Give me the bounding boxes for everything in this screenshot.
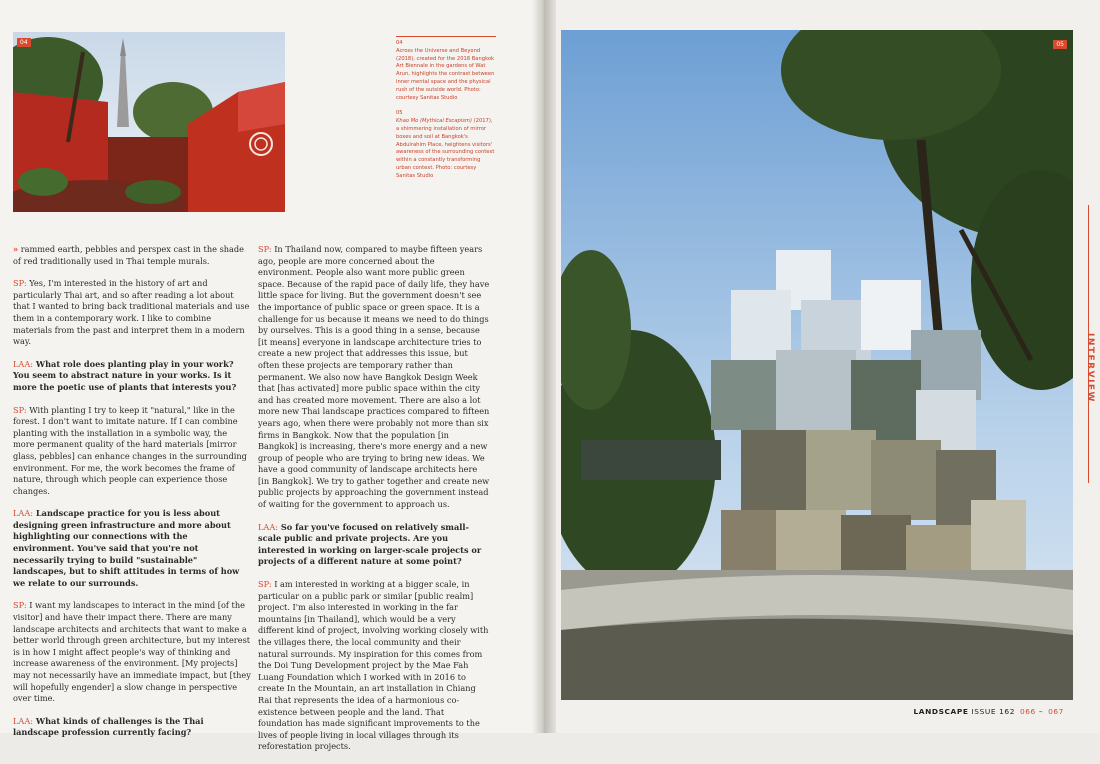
speaker-label: LAA: [258, 521, 279, 532]
question-paragraph [13, 716, 251, 739]
question-paragraph [13, 359, 251, 394]
caption-text: (2017), a shimmering installation of mirror boxes and soil at Bangkok's Abdulrahim Place, heightens visitors' awareness of the surrounding context within a constantly transforming urban context. Photo: courtesy Sanitas Studio [396, 118, 495, 179]
speaker-label: SP: [13, 404, 27, 415]
paragraph-text: rammed earth, pebbles and perspex cast in the shade of red traditionally used in Thai temple murals. [13, 244, 245, 266]
photo-number-05: 05 [1053, 40, 1067, 49]
question-text: What role does planting play in your work? You seem to abstract nature in your works. Is it more the poetic use of plants that interests you? [13, 358, 237, 392]
caption-05 [396, 110, 496, 180]
caption-title: Khao Mo (Mythical Escapism) [396, 118, 472, 125]
speaker-label: LAA: [13, 508, 34, 519]
question-text: So far you've focused on relatively small-scale public and private projects. Are you interested in working on larger-scale projects or projects of a different nature at some point? [258, 521, 482, 567]
footer-separator: – [1038, 707, 1044, 716]
caption-number: 05 [396, 110, 403, 117]
section-tab-label: INTERVIEW [1085, 333, 1095, 403]
answer-paragraph [258, 244, 490, 511]
mirror-installation-illustration [561, 30, 1073, 700]
question-text: What kinds of challenges is the Thai landscape profession currently facing? [13, 715, 204, 738]
footer-page-end: 067 [1048, 707, 1064, 716]
photo-art-installation-red-pavilion [13, 32, 285, 212]
text-column-1 [13, 244, 251, 750]
photo-captions [396, 36, 496, 189]
speaker-label: SP: [258, 579, 272, 590]
text-column-2 [258, 244, 490, 764]
caption-04 [396, 40, 496, 102]
section-tab [1084, 328, 1096, 408]
speaker-label: LAA: [13, 358, 34, 369]
speaker-label: SP: [13, 278, 27, 289]
speaker-label: SP: [258, 244, 272, 254]
speaker-label: LAA: [13, 715, 34, 726]
page-footer [913, 707, 1064, 716]
answer-paragraph [13, 278, 251, 348]
caption-rule [396, 36, 496, 37]
answer-text: In Thailand now, compared to maybe fifteen years ago, people are more concerned about the environment. People also want more public green space. Because of the rapid pace of daily life, they have little space for living. But the government doesn't see the importance of public space or green space. It is a challenge for us because it means we need to do things by ourselves. This is a good thing in a sense, because [it means] everyone in landscape architecture tries to create a new project that addresses this issue, but often these projects are temporary rather than permanent. We also now have Bangkok Design Week that [has activated] more public space within the city and has created more movement. There are also a lot more new Thai landscape practices compared to fifteen years ago, when there were probably not more than six firms in Bangkok. Now that the population [in Bangkok] is increasing, there's more energy and a new group of people who are trying to bring new ideas. We have a good community of landscape architects here [in Bangkok]. We try to gather together and create new public projects by approaching the government instead of waiting for the government to approach us. [258, 244, 490, 510]
question-paragraph [13, 508, 251, 589]
footer-magazine: LANDSCAPE [913, 707, 969, 716]
answer-text: I am interested in working at a bigger scale, in particular on a public park or similar [public realm] project. I'm also interested in working in the far mountains [in Thailand], which would be a very different kind of project, involving working closely with the villages there, the local community and their natural surrounds. My inspiration for this comes from the Doi Tung Development project by the Mae Fah Luang Foundation which I worked with in 2016 to create In the Mountain, an art installation in Chiang Rai that represents the idea of a harmonious co-existence between people and the land. That foundation has made significant improvements to the lives of people living in local villages through its reforestation projects. [258, 579, 489, 752]
left-page [0, 0, 538, 752]
right-page [556, 0, 1100, 733]
caption-text: Across the Universe and Beyond (2018), created for the 2018 Bangkok Art Biennale in the gardens of Wat Arun, highlights the contrast between inner mental space and the physical rush of the outside world. Photo: courtesy Sanitas Studio [396, 47, 495, 101]
footer-page-start: 066 [1019, 707, 1036, 716]
footer-issue: ISSUE 162 [971, 707, 1015, 716]
question-text: Landscape practice for you is less about designing green infrastructure and more about highlighting our connections with the environment. You've said that you're not necessarily trying to build "sustainable" landscapes, but to shift attitudes in terms of how we relate to our surrounds. [13, 508, 240, 588]
answer-paragraph [258, 579, 490, 753]
answer-text: Yes, I'm interested in the history of art and particularly Thai art, and so after reading a lot about that I wanted to bring back traditional materials and use them in a contemporary work. I like to combine materials from the past and interpret them in a modern way. [13, 278, 250, 347]
speaker-label: SP: [13, 600, 27, 611]
answer-paragraph [13, 600, 251, 704]
answer-text: With planting I try to keep it "natural," like in the forest. I don't want to imitate nature. If I can combine planting with the installation in a symbolic way, the more permanent quality of the hard materials [mirror glass, pebbles] can enhance changes in the surrounding environment. For me, the work becomes the frame of nature, through which people can experience those changes. [13, 404, 247, 496]
paragraph [13, 244, 251, 267]
photo-mirror-box-installation [561, 30, 1073, 700]
answer-text: I want my landscapes to interact in the mind [of the visitor] and have their impact there. There are many landscape architects and architects that want to make a better world through green architecture, but my interest is in how I might affect people's way of thinking and increase awareness of the environment. [My projects] may not necessarily have an immediate impact, but [they will hopefully engender] a slow change in perspective over time. [13, 600, 251, 704]
red-pavilion-illustration [13, 32, 285, 212]
spine-gutter [532, 0, 556, 733]
question-paragraph [258, 522, 490, 568]
photo-number-04: 04 [17, 38, 31, 47]
answer-paragraph [13, 405, 251, 498]
continuation-marker: » [13, 244, 19, 254]
caption-number: 04 [396, 40, 403, 46]
